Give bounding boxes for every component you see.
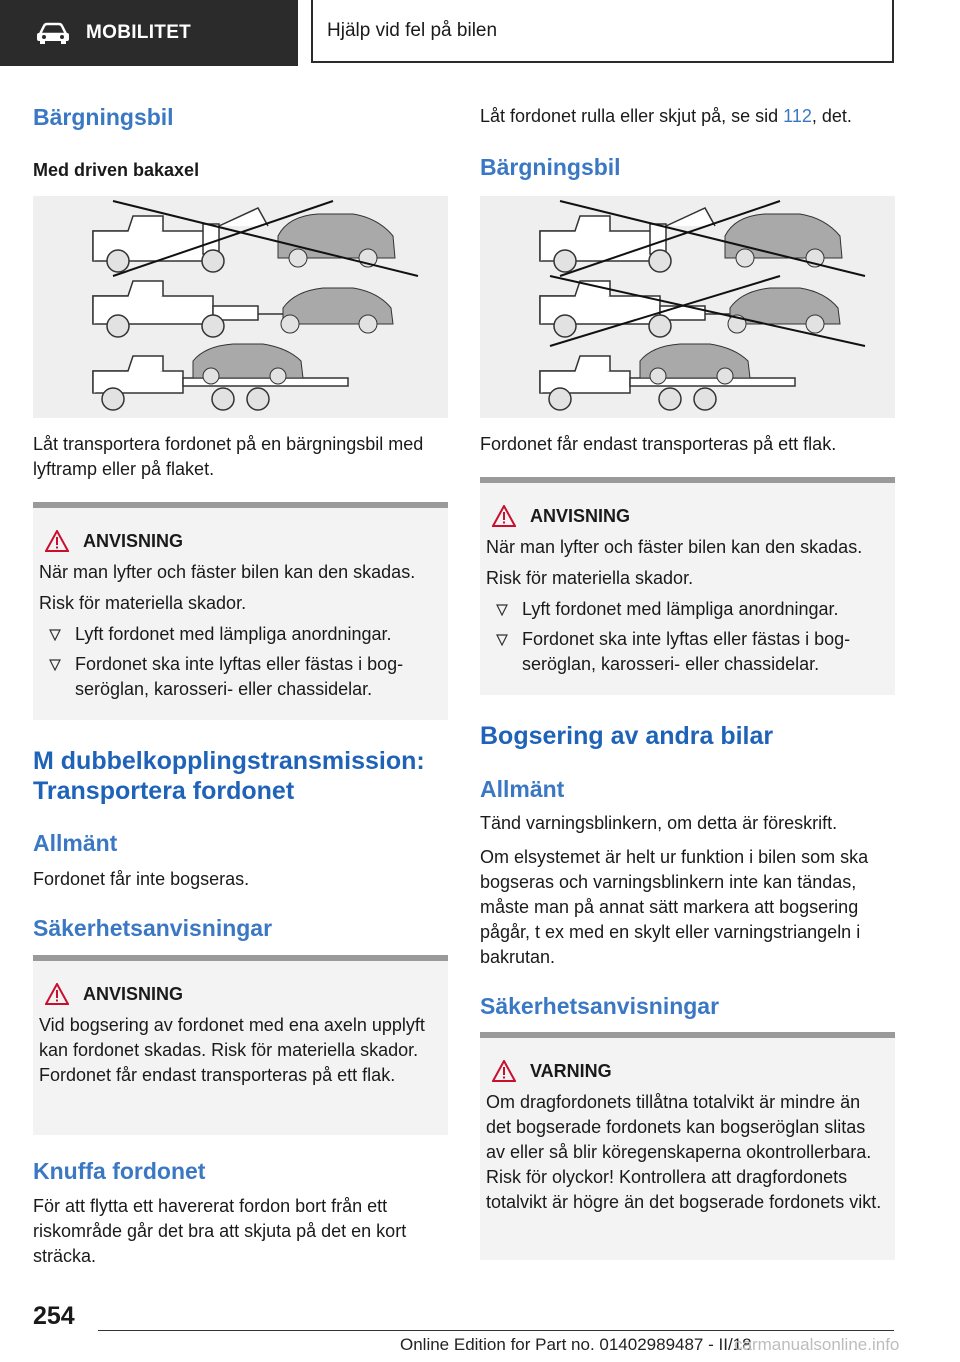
chapter-header	[311, 0, 894, 63]
towing-illustration-left	[33, 196, 448, 418]
towing-illustration-right	[480, 196, 895, 418]
warning-box	[480, 1032, 895, 1260]
subheading-allmant: Allmänt	[33, 830, 118, 856]
allmant-text: Fordonet får inte bogseras.	[33, 869, 250, 889]
warning-icon	[45, 530, 69, 552]
car-silhouette-1	[278, 214, 395, 267]
notice-line: Risk för materiella skador.	[39, 593, 247, 613]
notice-text: Vid bogsering av fordonet med ena axeln upplyft kan fordonet skadas. Risk för materiella skador. Fordonet får endast transporteras på ett flak.	[39, 1015, 425, 1085]
page-number: 254	[33, 1302, 75, 1330]
tow-truck-2	[93, 281, 283, 337]
notice-box-2	[33, 955, 448, 1135]
warning-title: VARNING	[530, 1060, 612, 1081]
warning-text: Om dragfordonets tillåtna totalvikt är mindre än det bogserade fordonets kan bogseröglan slitas av eller så blir köregenskaperna okontrollerbara. Risk för olyckor! Kontrollera att dragfordonets totalvikt är högre än det bogserade fordonets vikt.	[486, 1092, 882, 1212]
intro-text: Låt fordonet rulla eller skjut på, se sid 112, det.	[480, 106, 852, 126]
notice-bullet: Lyft fordonet med lämpliga anordningar.	[39, 622, 442, 647]
triangle-bullet-icon	[49, 659, 61, 671]
notice-title: ANVISNING	[83, 983, 184, 1004]
notice-bullet: Fordonet ska inte lyftas eller fästas i bogseröglan, karosseri- eller chassidelar.	[39, 652, 442, 702]
subheading-driven-bakaxel: Med driven bakaxel	[33, 160, 200, 180]
section-tab	[0, 0, 298, 66]
notice-bullet: Fordonet ska inte lyftas eller fästas i bogseröglan, karosseri- eller chassidelar.	[486, 627, 889, 677]
notice-line: När man lyfter och fäster bilen kan den skadas.	[486, 537, 863, 557]
allmant-p2: Om elsystemet är helt ur funktion i bilen som ska bogseras och varningsblinkern inte kan tändas, måste man på annat sätt markera att bogsering pågår, t ex med en skylt eller varningstriangeln i bakrutan.	[480, 847, 869, 967]
triangle-bullet-icon	[49, 629, 61, 641]
heading-bogsering: Bogsering av andra bilar	[480, 722, 774, 750]
subheading-sakerhet-right: Säkerhetsanvisningar	[480, 993, 720, 1019]
subheading-sakerhet: Säkerhetsanvisningar	[33, 915, 273, 941]
triangle-bullet-icon	[496, 604, 508, 616]
section-title: MOBILITET	[86, 22, 192, 43]
caption-right: Fordonet får endast transporteras på ett flak.	[480, 434, 837, 454]
allmant-p1: Tänd varningsblinkern, om detta är föreskrift.	[480, 813, 838, 833]
subheading-knuffa: Knuffa fordonet	[33, 1158, 206, 1184]
chapter-title: Hjälp vid fel på bilen	[327, 19, 498, 41]
notice-title: ANVISNING	[83, 530, 184, 551]
triangle-bullet-icon	[496, 634, 508, 646]
car-on-flatbed	[193, 344, 303, 384]
notice-bullet: Lyft fordonet med lämpliga anordningar.	[486, 597, 889, 622]
subheading-allmant-right: Allmänt	[480, 776, 565, 802]
heading-dubbelkoppling: M dubbelkopplingstransmission: Transportera fordonet	[33, 747, 425, 805]
edition-text: Online Edition for Part no. 01402989487 - II/18	[400, 1335, 752, 1354]
heading-bargningsbil: Bärgningsbil	[33, 104, 174, 130]
car-icon	[36, 22, 70, 44]
watermark: carmanualsonline.info	[734, 1335, 900, 1354]
warning-icon	[45, 983, 69, 1005]
notice-line: Risk för materiella skador.	[486, 568, 694, 588]
notice-line: När man lyfter och fäster bilen kan den skadas.	[39, 562, 416, 582]
caption-left: Låt transportera fordonet på en bärgningsbil med lyftramp eller på flaket.	[33, 434, 424, 479]
notice-box-1	[33, 502, 448, 720]
heading-bargningsbil-right: Bärgningsbil	[480, 154, 621, 180]
footer-divider	[98, 1330, 894, 1331]
notice-box-3	[480, 477, 895, 695]
knuffa-text: För att flytta ett havererat fordon bort från ett riskområde går det bra att skjuta på det en kort sträcka.	[33, 1196, 407, 1266]
notice-title: ANVISNING	[530, 505, 631, 526]
car-silhouette-2	[281, 288, 393, 333]
warning-icon	[492, 1060, 516, 1082]
warning-icon	[492, 505, 516, 527]
page-link[interactable]: 112	[783, 106, 812, 126]
